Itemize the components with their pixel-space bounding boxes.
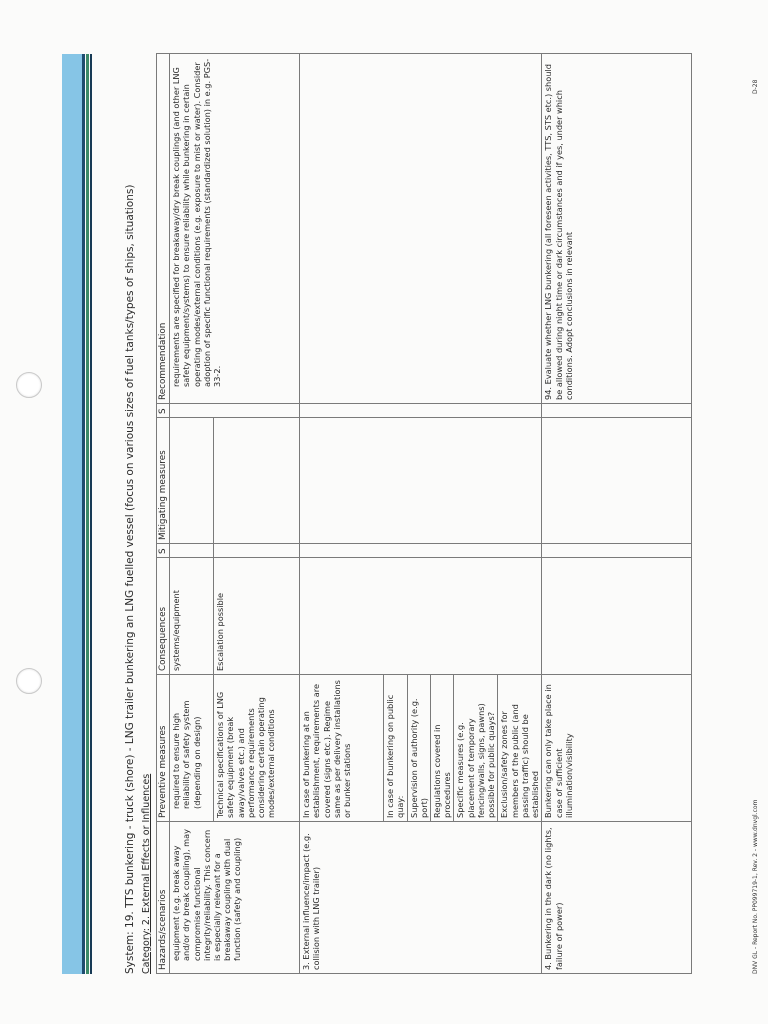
preventive-cell: Bunkering can only take place in case of sufficient illumination/visibility [542, 675, 692, 822]
preventive-cell: Specific measures (e.g. placement of temporary fencing/walls, signs, pawns) possible for public quays? [454, 675, 498, 822]
mitigating-cell [170, 418, 214, 544]
category-title: Category: 2. External Effects or Influences [141, 773, 152, 974]
preventive-cell: Exclusion/safety zones for members of the public (and passing traffic) should be established [498, 675, 542, 822]
table-row [542, 54, 692, 974]
table-row [170, 54, 214, 974]
header-recommendation: Recommendation [157, 54, 170, 404]
severity-cell [170, 404, 300, 418]
mitigating-cell [542, 418, 692, 544]
severity-cell [214, 544, 300, 558]
consequence-cell: systems/equipment [170, 558, 214, 675]
header-band-green [86, 54, 89, 974]
severity-cell [300, 404, 542, 418]
consequence-cell: Escalation possible [214, 558, 300, 675]
hazard-table [156, 53, 692, 974]
severity-cell [542, 544, 692, 558]
header-hazards: Hazards/scenarios [157, 822, 170, 974]
preventive-cell: Regulations covered in procedures [431, 675, 454, 822]
severity-cell [300, 544, 542, 558]
preventive-cell: Technical specifications of LNG safety equipment (break away/valves etc.) and performance requirements considering certain operating modes/external conditions [214, 675, 300, 822]
table-header-row [157, 54, 170, 974]
header-consequences: Consequences [157, 558, 170, 675]
system-title: System: 19. TTS bunkering - truck (shore) - LNG trailer bunkering an LNG fuelled vessel (focus on various sizes of fuel tanks/types of ships, situations) [124, 184, 136, 974]
preventive-cell: required to ensure high reliability of safety system (depending on design) [170, 675, 214, 822]
header-mitigating: Mitigating measures [157, 418, 170, 544]
severity-cell [542, 404, 692, 418]
table-row [300, 54, 384, 974]
severity-cell [170, 544, 214, 558]
header-s2: S [157, 404, 170, 418]
recommendation-cell: 94. Evaluate whether LNG bunkering (all foreseen activities, TTS, STS etc.) should be allowed during night time or dark circumstances and if yes, under which conditions. Adopt conclusions in relevant [542, 54, 692, 404]
footer-text: DNV GL - Report No. PP099719-1, Rev. 2 - www.dnvgl.com [752, 799, 759, 974]
header-band-dark-blue [82, 54, 85, 974]
header-band-thin [90, 54, 92, 974]
header-band-light-blue [62, 54, 82, 974]
hazard-cell: 4. Bunkering in the dark (no lights, failure of power) [542, 822, 692, 974]
preventive-cell: In case of bunkering on public quay: [384, 675, 407, 822]
recommendation-cell [300, 54, 542, 404]
hazard-cell: equipment (e.g. break away and/or dry break coupling), may compromise functional integrity/reliability. This concern is especially relevant for a breakaway coupling with dual function (safety and coupling) [170, 822, 300, 974]
hazard-cell: 3. External influence/impact (e.g. collision with LNG trailer) [300, 822, 542, 974]
header-s1: S [157, 544, 170, 558]
mitigating-cell [300, 418, 542, 544]
header-preventive: Preventive measures [157, 675, 170, 822]
mitigating-cell [214, 418, 300, 544]
page-number: D-28 [752, 79, 759, 94]
consequence-cell [542, 558, 692, 675]
preventive-cell: Supervision of authority (e.g. port) [407, 675, 430, 822]
consequence-cell [300, 558, 542, 675]
recommendation-cell: requirements are specified for breakaway/dry break couplings (and other LNG safety equipment/systems) to ensure reliability while bunkering in certain operating modes/external conditions (e.g. exposure to mist or water). Consider adoption of specific functional requirements (standardized solution) in e.g. PGS-33-2. [170, 54, 300, 404]
preventive-cell: In case of bunkering at an establishment, requirements are covered (signs etc.). Regime same as per delivery installations or bunker stations [300, 675, 384, 822]
